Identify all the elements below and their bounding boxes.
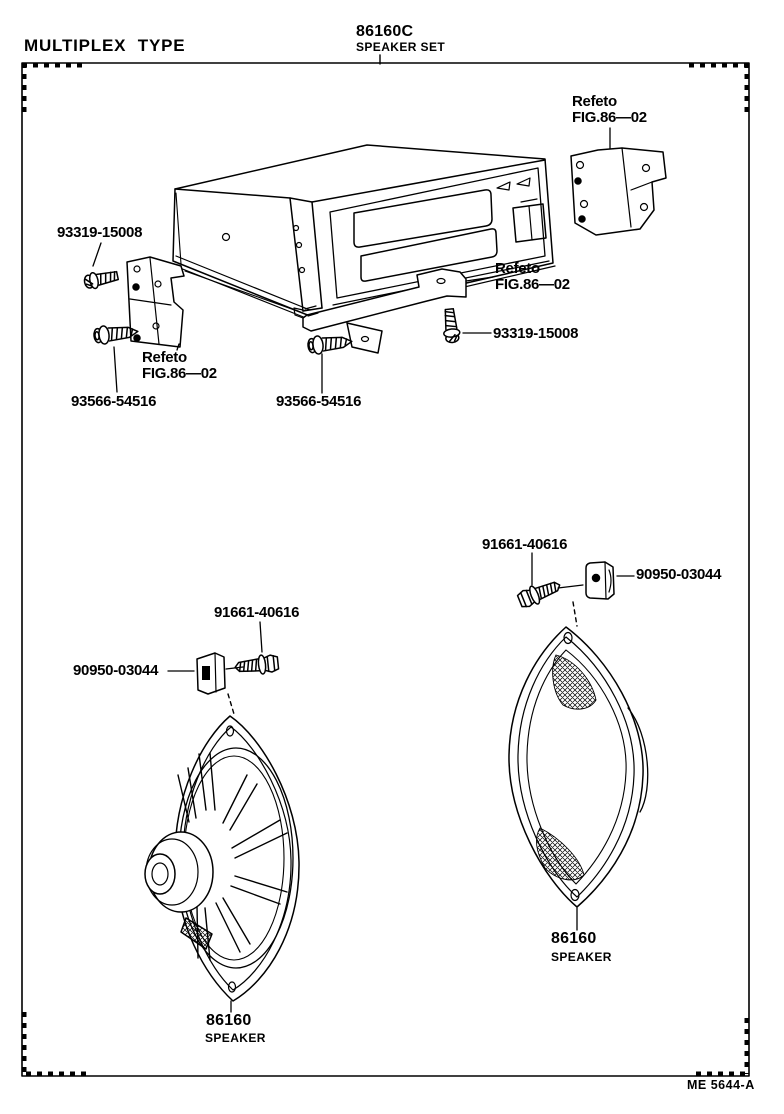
speaker-right-number: 86160 bbox=[551, 930, 597, 947]
speaker-right-name: SPEAKER bbox=[551, 950, 612, 964]
callout-bolt-left: 91661-40616 bbox=[214, 604, 300, 621]
refeto-line1: Refeto bbox=[142, 349, 187, 366]
callout-clip-left: 90950-03044 bbox=[73, 662, 159, 679]
refeto-line1: Refeto bbox=[495, 260, 540, 277]
radio-unit-drawing bbox=[173, 145, 555, 322]
callout-screw-center-right: 93319-15008 bbox=[493, 325, 579, 342]
hardware-right-drawing bbox=[516, 553, 634, 626]
screw-93566-center bbox=[307, 332, 353, 355]
speaker-left-name: SPEAKER bbox=[205, 1031, 266, 1045]
speaker-left-drawing bbox=[145, 716, 299, 1012]
assembly-number: 86160C bbox=[356, 23, 414, 40]
refeto-line2: FIG.86—02 bbox=[572, 109, 647, 126]
callout-refeto-left bbox=[142, 350, 217, 382]
refeto-line2: FIG.86—02 bbox=[495, 276, 570, 293]
callout-screw-left-lower: 93566-54516 bbox=[71, 393, 157, 410]
bolt-91661-right bbox=[516, 576, 563, 610]
page-type-label: MULTIPLEX TYPE bbox=[24, 36, 186, 55]
bolt-91661-left bbox=[234, 653, 279, 676]
callout-refeto-center bbox=[495, 261, 570, 293]
screw-93319-center bbox=[441, 308, 460, 343]
callout-bolt-right: 91661-40616 bbox=[482, 536, 568, 553]
hardware-left-drawing bbox=[168, 622, 279, 714]
refeto-line2: FIG.86—02 bbox=[142, 365, 217, 382]
speaker-right-drawing bbox=[509, 627, 648, 930]
refeto-line1: Refeto bbox=[572, 93, 617, 110]
figure-code: ME 5644-A bbox=[687, 1078, 755, 1092]
callout-screw-left-upper: 93319-15008 bbox=[57, 224, 143, 241]
speaker-left-number: 86160 bbox=[206, 1012, 252, 1029]
callout-screw-center-left: 93566-54516 bbox=[276, 393, 362, 410]
callout-clip-right: 90950-03044 bbox=[636, 566, 722, 583]
callout-refeto-top-right bbox=[572, 94, 647, 126]
bracket-right-drawing bbox=[571, 128, 666, 235]
screw-93319-left bbox=[83, 268, 119, 291]
assembly-name: SPEAKER SET bbox=[356, 40, 446, 54]
